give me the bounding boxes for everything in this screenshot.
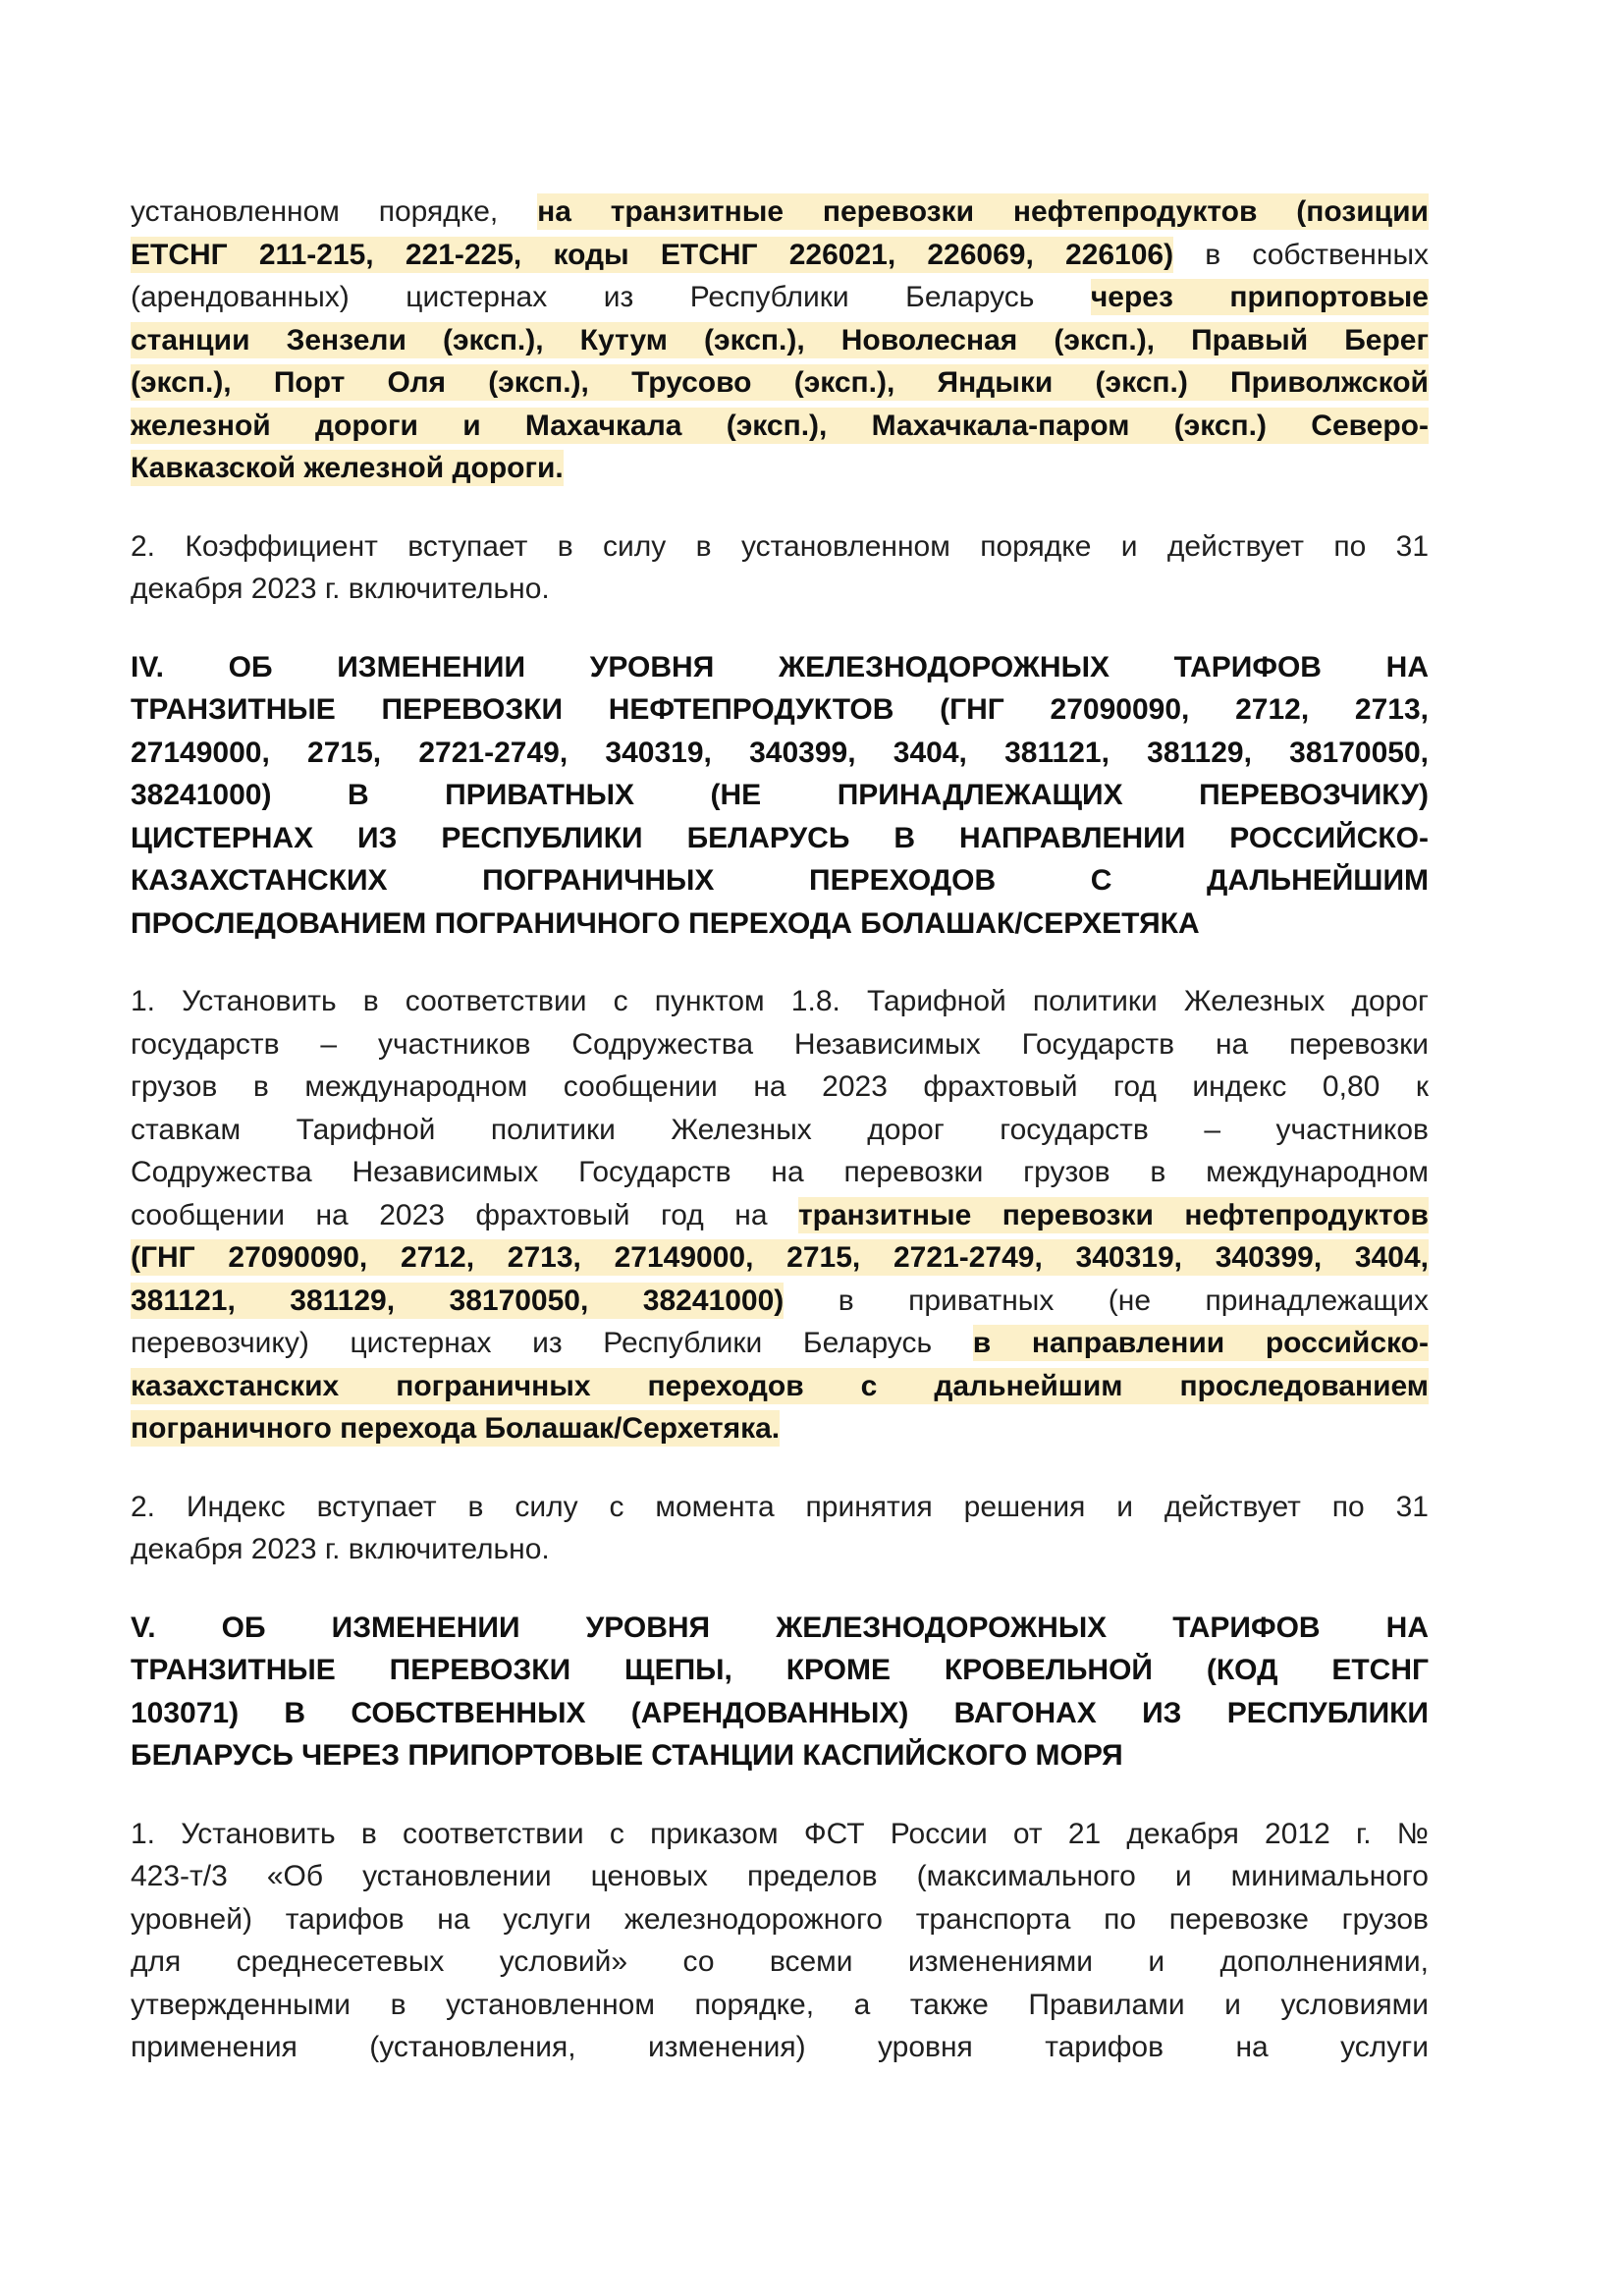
highlighted-text-run: транзитные перевозки нефтепродуктов [797, 1198, 1429, 1231]
text-run: V. ОБ ИЗМЕНЕНИИ УРОВНЯ ЖЕЛЕЗНОДОРОЖНЫХ ТАРИФОВ НА [131, 1611, 1429, 1644]
heading-section-v-line-1 [131, 1607, 1429, 1650]
text-run: БЕЛАРУСЬ ЧЕРЕЗ ПРИПОРТОВЫЕ СТАНЦИИ КАСПИЙСКОГО МОРЯ [131, 1739, 1123, 1772]
text-run: сообщении на 2023 фрахтовый год на [131, 1198, 798, 1231]
text-run: ТРАНЗИТНЫЕ ПЕРЕВОЗКИ НЕФТЕПРОДУКТОВ (ГНГ 27090090, 2712, 2713, [131, 693, 1429, 726]
highlighted-text-run: казахстанских пограничных переходов с дальнейшим проследованием [131, 1369, 1429, 1402]
paragraph-iv-1-line-6 [131, 1194, 1429, 1237]
text-run: грузов в международном сообщении на 2023 фрахтовый год индекс 0,80 к [131, 1070, 1429, 1103]
text-run: перевозчику) цистернах из Республики Беларусь [131, 1327, 973, 1359]
text-run: 423-т/3 «Об установлении ценовых пределов (максимального и минимального [131, 1860, 1429, 1892]
text-run: 1. Установить в соответствии с приказом ФСТ России от 21 декабря 2012 г. № [131, 1817, 1429, 1850]
heading-section-v [131, 1607, 1429, 1777]
heading-section-iv-line-5 [131, 817, 1429, 860]
heading-section-v-line-4 [131, 1734, 1429, 1777]
text-run: уровней) тарифов на услуги железнодорожного транспорта по перевозке грузов [131, 1902, 1429, 1936]
text-run: установленном порядке, [131, 195, 538, 228]
paragraph-iii-2 [131, 525, 1429, 611]
paragraph-iii-2-line-1 [131, 525, 1429, 569]
text-run: ТРАНЗИТНЫЕ ПЕРЕВОЗКИ ЩЕПЫ, КРОМЕ КРОВЕЛЬНОЙ (КОД ЕТСНГ [131, 1654, 1429, 1686]
text-run: декабря 2023 г. включительно. [131, 1533, 550, 1565]
paragraph-v-1-line-4 [131, 1941, 1429, 1984]
paragraph-iv-1-line-4 [131, 1109, 1429, 1152]
highlighted-text-run: (эксп.), Порт Оля (эксп.), Трусово (эксп.), Яндыки (эксп.) Приволжской [131, 366, 1429, 399]
text-run: в приватных (не принадлежащих [784, 1284, 1429, 1317]
text-run: для среднесетевых условий» со всеми изменениями и дополнениями, [131, 1945, 1429, 1978]
text-run: Содружества Независимых Государств на перевозки грузов в международном [131, 1156, 1429, 1188]
text-run: 1. Установить в соответствии с пунктом 1.8. Тарифной политики Железных дорог [131, 985, 1429, 1017]
text-run: декабря 2023 г. включительно. [131, 573, 550, 605]
highlighted-text-run: ЕТСНГ 211-215, 221-225, коды ЕТСНГ 226021, 226069, 226106) [131, 238, 1174, 271]
paragraph-iv-2-line-1 [131, 1486, 1429, 1529]
paragraph-v-1-line-1 [131, 1813, 1429, 1856]
paragraph-iii-continuation-line-1 [131, 191, 1429, 234]
highlighted-text-run: железной дороги и Махачкала (эксп.), Махачкала-паром (эксп.) Северо- [131, 409, 1429, 442]
highlighted-text-run: (ГНГ 27090090, 2712, 2713, 27149000, 2715, 2721-2749, 340319, 340399, 3404, [131, 1241, 1429, 1274]
paragraph-iv-1-line-1 [131, 980, 1429, 1023]
paragraph-iii-continuation-line-5 [131, 361, 1429, 405]
heading-section-v-line-2 [131, 1649, 1429, 1692]
text-run: (арендованных) цистернах из Республики Беларусь [131, 281, 1091, 313]
document-content [131, 191, 1429, 2069]
paragraph-iv-1-line-3 [131, 1066, 1429, 1109]
paragraph-iii-continuation-line-7 [131, 447, 1429, 490]
paragraph-v-1-line-3 [131, 1898, 1429, 1941]
paragraph-iii-continuation [131, 191, 1429, 490]
paragraph-iv-1-line-5 [131, 1151, 1429, 1194]
heading-section-iv-line-1 [131, 646, 1429, 689]
heading-section-iv-line-4 [131, 774, 1429, 817]
highlighted-text-run: на транзитные перевозки нефтепродуктов (позиции [537, 195, 1429, 228]
highlighted-text-run: пограничного перехода Болашак/Серхетяка. [131, 1412, 781, 1445]
paragraph-iv-1-line-10 [131, 1365, 1429, 1408]
text-run: ЦИСТЕРНАХ ИЗ РЕСПУБЛИКИ БЕЛАРУСЬ В НАПРАВЛЕНИИ РОССИЙСКО- [131, 821, 1429, 854]
text-run: КАЗАХСТАНСКИХ ПОГРАНИЧНЫХ ПЕРЕХОДОВ С ДАЛЬНЕЙШИМ [131, 864, 1429, 897]
text-run: государств – участников Содружества Независимых Государств на перевозки [131, 1027, 1429, 1061]
highlighted-text-run: Кавказской железной дороги. [131, 452, 564, 484]
text-run: 2. Индекс вступает в силу с момента принятия решения и действует по 31 [131, 1490, 1429, 1523]
text-run: 2. Коэффициент вступает в силу в установленном порядке и действует по 31 [131, 529, 1429, 563]
highlighted-text-run: через припортовые [1090, 281, 1429, 313]
text-run: 27149000, 2715, 2721-2749, 340319, 340399, 3404, 381121, 381129, 38170050, [131, 736, 1429, 769]
paragraph-iv-1-line-2 [131, 1023, 1429, 1066]
paragraph-iii-continuation-line-6 [131, 405, 1429, 448]
heading-section-iv-line-6 [131, 859, 1429, 902]
heading-section-iv-line-3 [131, 732, 1429, 775]
paragraph-iv-1-line-9 [131, 1322, 1429, 1365]
paragraph-iv-1 [131, 980, 1429, 1450]
heading-section-v-line-3 [131, 1692, 1429, 1735]
paragraph-iii-continuation-line-2 [131, 234, 1429, 277]
text-run: ставкам Тарифной политики Железных дорог государств – участников [131, 1113, 1429, 1146]
heading-section-iv [131, 646, 1429, 946]
paragraph-v-1 [131, 1813, 1429, 2069]
paragraph-v-1-line-2 [131, 1855, 1429, 1898]
paragraph-v-1-line-5 [131, 1984, 1429, 2027]
paragraph-v-1-line-6 [131, 2026, 1429, 2069]
paragraph-iii-continuation-line-4 [131, 319, 1429, 362]
text-run: 38241000) В ПРИВАТНЫХ (НЕ ПРИНАДЛЕЖАЩИХ ПЕРЕВОЗЧИКУ) [131, 779, 1429, 811]
text-run: 103071) В СОБСТВЕННЫХ (АРЕНДОВАННЫХ) ВАГОНАХ ИЗ РЕСПУБЛИКИ [131, 1696, 1429, 1729]
paragraph-iv-1-line-7 [131, 1236, 1429, 1280]
highlighted-text-run: станции Зензели (эксп.), Кутум (эксп.), Новолесная (эксп.), Правый Берег [131, 323, 1429, 356]
paragraph-iv-1-line-11 [131, 1407, 1429, 1450]
paragraph-iv-1-line-8 [131, 1280, 1429, 1323]
highlighted-text-run: 381121, 381129, 38170050, 38241000) [131, 1284, 785, 1317]
paragraph-iii-2-line-2 [131, 568, 1429, 611]
paragraph-iii-continuation-line-3 [131, 276, 1429, 319]
heading-section-iv-line-7 [131, 902, 1429, 946]
text-run: применения (установления, изменения) уровня тарифов на услуги [131, 2031, 1429, 2063]
heading-section-iv-line-2 [131, 688, 1429, 732]
text-run: IV. ОБ ИЗМЕНЕНИИ УРОВНЯ ЖЕЛЕЗНОДОРОЖНЫХ ТАРИФОВ НА [131, 650, 1429, 683]
text-run: ПРОСЛЕДОВАНИЕМ ПОГРАНИЧНОГО ПЕРЕХОДА БОЛАШАК/СЕРХЕТЯКА [131, 906, 1200, 940]
paragraph-iv-2-line-2 [131, 1528, 1429, 1571]
paragraph-iv-2 [131, 1486, 1429, 1571]
highlighted-text-run: в направлении российско- [972, 1327, 1429, 1359]
text-run: в собственных [1173, 238, 1430, 271]
text-run: утвержденными в установленном порядке, а также Правилами и условиями [131, 1988, 1429, 2021]
